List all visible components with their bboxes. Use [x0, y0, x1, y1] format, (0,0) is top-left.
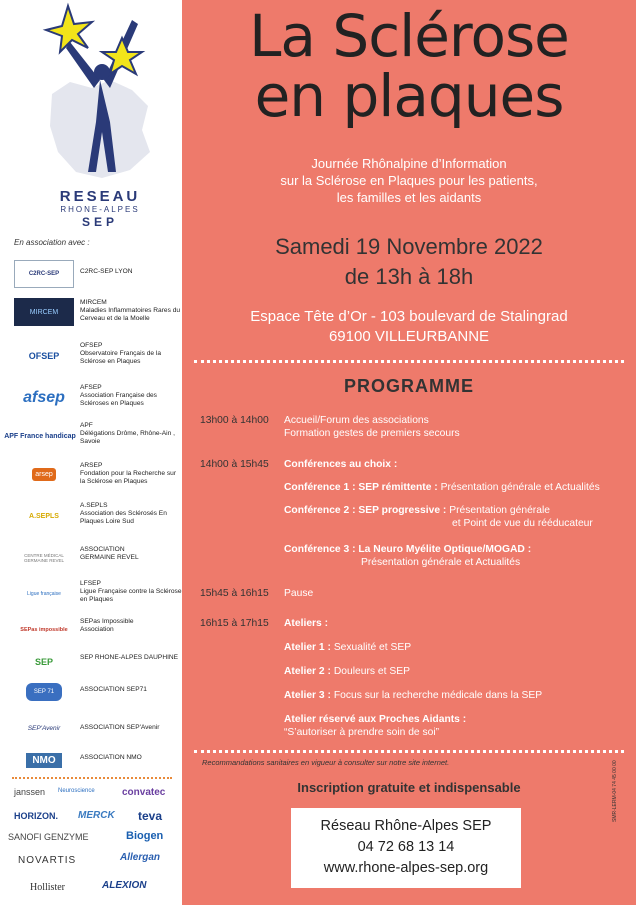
- partner-logo-text: SEPas impossible: [20, 627, 68, 633]
- divider-top: [194, 360, 624, 363]
- partner-text: ASSOCIATION SEP71: [80, 686, 147, 693]
- conference-text: Présentation générale et Actualités: [361, 557, 521, 568]
- partner-nmo: [6, 744, 182, 776]
- partner-text: ASSOCIATION GERMAINE REVEL: [80, 546, 139, 561]
- partner-logo-text: A.SEPLS: [29, 512, 59, 520]
- partner-sep71: [6, 676, 182, 708]
- atelier-text: “S’autoriser à prendre soin de soi”: [284, 727, 440, 738]
- subtitle-line-2: sur la Sclérose en Plaques pour les patients,: [280, 173, 538, 188]
- conference-label: Conférence 3 : La Neuro Myélite Optique/MOGAD :: [284, 544, 532, 555]
- partner-text: ASSOCIATION NMO: [80, 754, 142, 761]
- session-time: 15h45 à 16h15: [200, 588, 269, 599]
- partner-text: ARSEP Fondation pour la Recherche sur la Sclérose en Plaques: [80, 462, 177, 485]
- partner-logo-text: Ligue française: [27, 591, 61, 597]
- sponsors-divider: [12, 777, 172, 779]
- partner-logo: [14, 544, 74, 572]
- partner-logo: [14, 384, 74, 412]
- atelier-label: Atelier réservé aux Proches Aidants :: [284, 714, 467, 725]
- reseau-logo: [30, 2, 170, 234]
- subtitle: [222, 155, 596, 206]
- title-line-2: en plaques: [254, 62, 564, 130]
- atelier-text: Douleurs et SEP: [333, 666, 410, 677]
- title-line-1: La Sclérose: [249, 2, 569, 70]
- partner-text: C2RC-SEP LYON: [80, 268, 133, 275]
- partner-logo-text: CENTRE MÉDICAL GERMAINE REVEL: [23, 553, 64, 563]
- partner-sep-rhone-alpes-dauphine: [6, 646, 182, 678]
- event-venue: [182, 307, 636, 347]
- sponsor-alexion: ALEXION: [102, 880, 147, 891]
- page-title: [182, 2, 636, 130]
- programme-title: PROGRAMME: [344, 376, 474, 396]
- event-date-block: [182, 232, 636, 292]
- partner-afsep: [6, 382, 182, 414]
- sidebar: [0, 0, 182, 905]
- divider-bottom: [194, 750, 624, 753]
- logo-line3: SEP: [81, 215, 118, 229]
- conference-label: Conférence 1 : SEP rémittente :: [284, 482, 438, 493]
- sponsors: [6, 782, 176, 902]
- conference-text: et Point de vue du rééducateur: [452, 518, 593, 529]
- sponsor-hollister: Hollister: [30, 882, 65, 893]
- reseau-logo-text: [30, 189, 170, 229]
- partner-logo: [14, 580, 74, 608]
- partner-logo: [14, 298, 74, 326]
- partner-text: A.SEPLS Association des Sclérosés En Plaques Loire Sud: [80, 502, 167, 525]
- atelier-label: Atelier 3 :: [284, 690, 331, 701]
- session-text: Pause: [284, 588, 314, 599]
- partner-logo: [14, 502, 74, 530]
- partner-mircem: [6, 296, 182, 330]
- partner-logo: [14, 714, 74, 742]
- partner-sep-avenir: [6, 712, 182, 744]
- sponsor-janssen-sub: Neuroscience: [58, 788, 95, 794]
- atelier-text: Sexualité et SEP: [333, 642, 412, 653]
- partner-logo: [14, 678, 74, 706]
- partner-logo: [2, 422, 78, 450]
- session-line: Accueil/Forum des associations: [284, 415, 429, 426]
- partner-logo-text: SEP'Avenir: [27, 724, 61, 732]
- event-hours: de 13h à 18h: [344, 264, 474, 289]
- partner-text: LFSEP Ligue Française contre la Sclérose en Plaques: [80, 580, 182, 603]
- sponsor-horizon: HORIZON.: [14, 811, 58, 821]
- partner-logo: [14, 616, 74, 644]
- sanitary-note: Recommandations sanitaires en vigueur à consulter sur notre site internet.: [202, 758, 450, 767]
- session-time: 14h00 à 15h45: [200, 459, 269, 470]
- conference-text: Présentation générale et Actualités: [440, 482, 600, 493]
- partner-logo-text: C2RC-SEP: [28, 271, 60, 277]
- atelier-label: Atelier 1 :: [284, 642, 331, 653]
- subtitle-line-1: Journée Rhônalpine d’Information: [311, 156, 507, 171]
- partner-logo-text: SEP 71: [26, 683, 62, 701]
- association-title: En association avec :: [14, 238, 90, 247]
- partner-logo-text: SEP: [34, 657, 53, 667]
- partner-text: ASSOCIATION SEP'Avenir: [80, 724, 160, 731]
- contact-phone[interactable]: 04 72 68 13 14: [357, 839, 455, 855]
- event-date: Samedi 19 Novembre 2022: [275, 234, 543, 259]
- sponsor-biogen: Biogen: [126, 830, 164, 842]
- partner-ofsep: [6, 340, 182, 372]
- partner-lfsep: [6, 578, 182, 610]
- partner-logo-text: OFSEP: [28, 351, 60, 361]
- venue-line-1: Espace Tête d’Or - 103 boulevard de Stalingrad: [250, 308, 568, 325]
- partner-text: SEPas Impossible Association: [80, 618, 134, 633]
- session-time: 13h00 à 14h00: [200, 415, 269, 426]
- session-title: Ateliers :: [284, 618, 329, 629]
- inscription-text: Inscription gratuite et indispensable: [297, 780, 521, 795]
- atelier-text: Focus sur la recherche médicale dans la SEP: [333, 690, 543, 701]
- partner-asepls: [6, 500, 182, 534]
- partner-logo-text: MIRCEM: [29, 308, 59, 316]
- sponsor-convatec: convatec: [122, 787, 166, 798]
- partner-text: SEP RHONE-ALPES DAUPHINE: [80, 654, 179, 661]
- sponsor-janssen: janssen: [14, 787, 46, 797]
- partner-apf: [6, 420, 182, 456]
- reseau-logo-graphic: [30, 2, 170, 188]
- contact-website[interactable]: www.rhone-alpes-sep.org: [323, 860, 489, 876]
- logo-line1: RESEAU: [59, 188, 141, 205]
- partner-c2rc: [6, 258, 182, 290]
- partner-text: AFSEP Association Française des Scléroses en Plaques: [80, 384, 157, 407]
- partner-logo: [14, 260, 74, 288]
- main-panel: [182, 0, 636, 905]
- sponsor-novartis: NOVARTIS: [18, 855, 77, 866]
- partner-logo: [14, 746, 74, 774]
- partner-text: MIRCEM Maladies Inflammatoires Rares du Cerveau et de la Moelle: [80, 299, 181, 322]
- subtitle-line-3: les familles et les aidants: [336, 190, 482, 205]
- contact-org: Réseau Rhône-Alpes SEP: [320, 818, 492, 834]
- session-time: 16h15 à 17h15: [200, 618, 269, 629]
- contact-box: [291, 808, 521, 888]
- sponsor-allergan: Allergan: [120, 852, 161, 863]
- sponsor-teva: teva: [138, 809, 163, 823]
- print-code: SMR-LERM-04 74 45 00 00: [612, 760, 618, 822]
- partner-logo: [14, 648, 74, 676]
- partner-logo-text: NMO: [26, 753, 61, 768]
- sponsor-merck: MERCK: [78, 810, 115, 821]
- atelier-label: Atelier 2 :: [284, 666, 331, 677]
- partner-arsep: [6, 458, 182, 494]
- partner-logo: [14, 460, 74, 488]
- partner-text: OFSEP Observatoire Français de la Sclérose en Plaques: [80, 342, 161, 365]
- partner-text: APF Délégations Drôme, Rhône-Ain , Savoie: [80, 422, 175, 445]
- partner-logo-text: arsep: [32, 468, 56, 481]
- venue-line-2: 69100 VILLEURBANNE: [328, 328, 490, 345]
- session-title: Conférences au choix :: [284, 459, 398, 470]
- partner-logo: [14, 342, 74, 370]
- session-line: Formation gestes de premiers secours: [284, 428, 460, 439]
- partner-logo-text: APF France handicap: [4, 432, 76, 440]
- partner-germaine-revel: [6, 542, 182, 574]
- conference-text: Présentation générale: [449, 505, 550, 516]
- logo-line2: RHONE-ALPES: [60, 205, 140, 214]
- partner-logo-text: afsep: [23, 389, 65, 406]
- sponsor-sanofi: SANOFI GENZYME: [8, 832, 89, 842]
- partner-sepas-impossible: [6, 614, 182, 646]
- conference-label: Conférence 2 : SEP progressive :: [284, 505, 447, 516]
